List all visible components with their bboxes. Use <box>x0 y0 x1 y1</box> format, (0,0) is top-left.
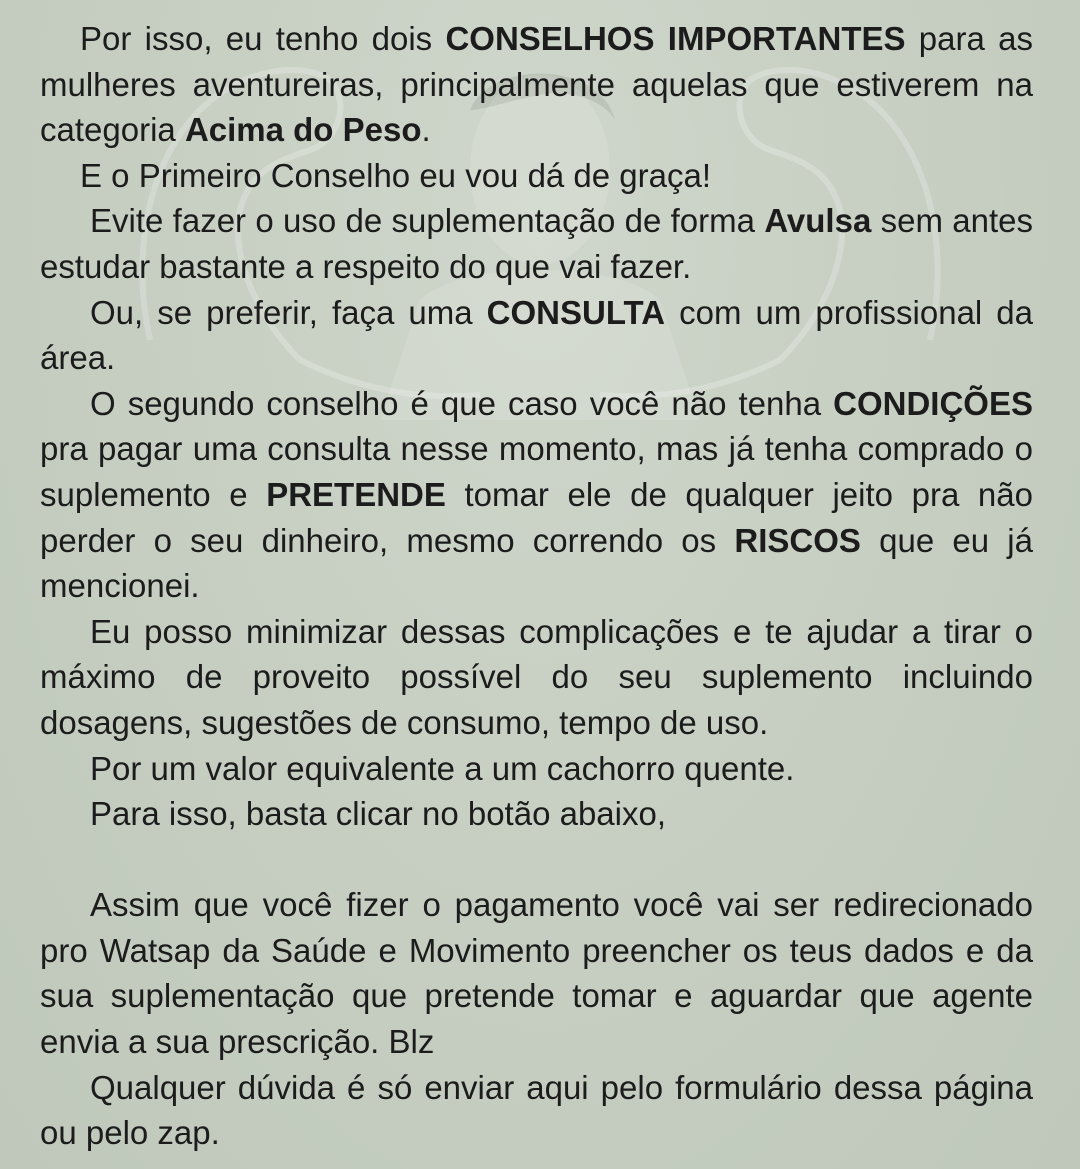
paragraph <box>40 16 1033 153</box>
paragraph <box>40 198 1033 289</box>
paragraph <box>40 609 1033 746</box>
bold-text: CONSELHOS IMPORTANTES <box>445 20 906 57</box>
text-body <box>40 16 1033 1156</box>
paragraph <box>40 381 1033 609</box>
bold-text: Acima do Peso <box>184 111 422 149</box>
text-run: Por isso, eu tenho dois <box>80 20 446 57</box>
text-run: . <box>421 111 431 149</box>
text-run: para as mulheres aventureiras, principalmente aquelas que estiverem na categoria <box>40 20 1033 149</box>
text-run: E o Primeiro Conselho eu vou dá de graça! <box>80 156 712 194</box>
text-run: Evite fazer o uso de suplementação de forma <box>90 202 765 240</box>
text-run: que eu já mencionei. <box>40 521 1033 605</box>
paragraph <box>40 882 1033 1064</box>
paragraph <box>40 290 1033 381</box>
paragraph <box>40 1065 1033 1156</box>
text-run: Por um valor equivalente a um cachorro quente. <box>90 749 795 787</box>
text-run: O segundo conselho é que caso você não tenha <box>90 384 834 422</box>
bold-text: CONSULTA <box>486 293 666 331</box>
bold-text: PRETENDE <box>266 475 446 513</box>
paragraph <box>40 791 1033 837</box>
paragraph <box>40 746 1033 792</box>
text-run: Eu posso minimizar dessas complicações e te ajudar a tirar o máximo de proveito possível do seu suplemento incluindo dosagens, sugestões de consumo, tempo de uso. <box>40 612 1033 741</box>
text-run: Assim que você fizer o pagamento você vai ser redirecionado pro Watsap da Saúde e Movimento preencher os teus dados e da sua suplementação que pretende tomar e aguardar que agente envia a sua prescrição. Blz <box>40 886 1033 1061</box>
text-run: sem antes estudar bastante a respeito do que vai fazer. <box>40 202 1033 285</box>
bold-text: Avulsa <box>764 202 872 240</box>
text-run: pra pagar uma consulta nesse momento, mas já tenha comprado o suplemento e <box>40 430 1033 513</box>
text-run: Para isso, basta clicar no botão abaixo, <box>90 795 667 833</box>
paragraph <box>40 153 1033 199</box>
text-run: tomar ele de qualquer jeito pra não perder o seu dinheiro, mesmo correndo os <box>40 475 1033 559</box>
text-run: Ou, se preferir, faça uma <box>90 293 487 331</box>
bold-text: CONDIÇÕES <box>833 384 1033 422</box>
paragraph-spacer <box>40 837 1033 883</box>
bold-text: RISCOS <box>734 521 861 559</box>
text-run: Qualquer dúvida é só enviar aqui pelo formulário dessa página ou pelo zap. <box>40 1068 1033 1152</box>
text-run: com um profissional da área. <box>40 293 1033 377</box>
